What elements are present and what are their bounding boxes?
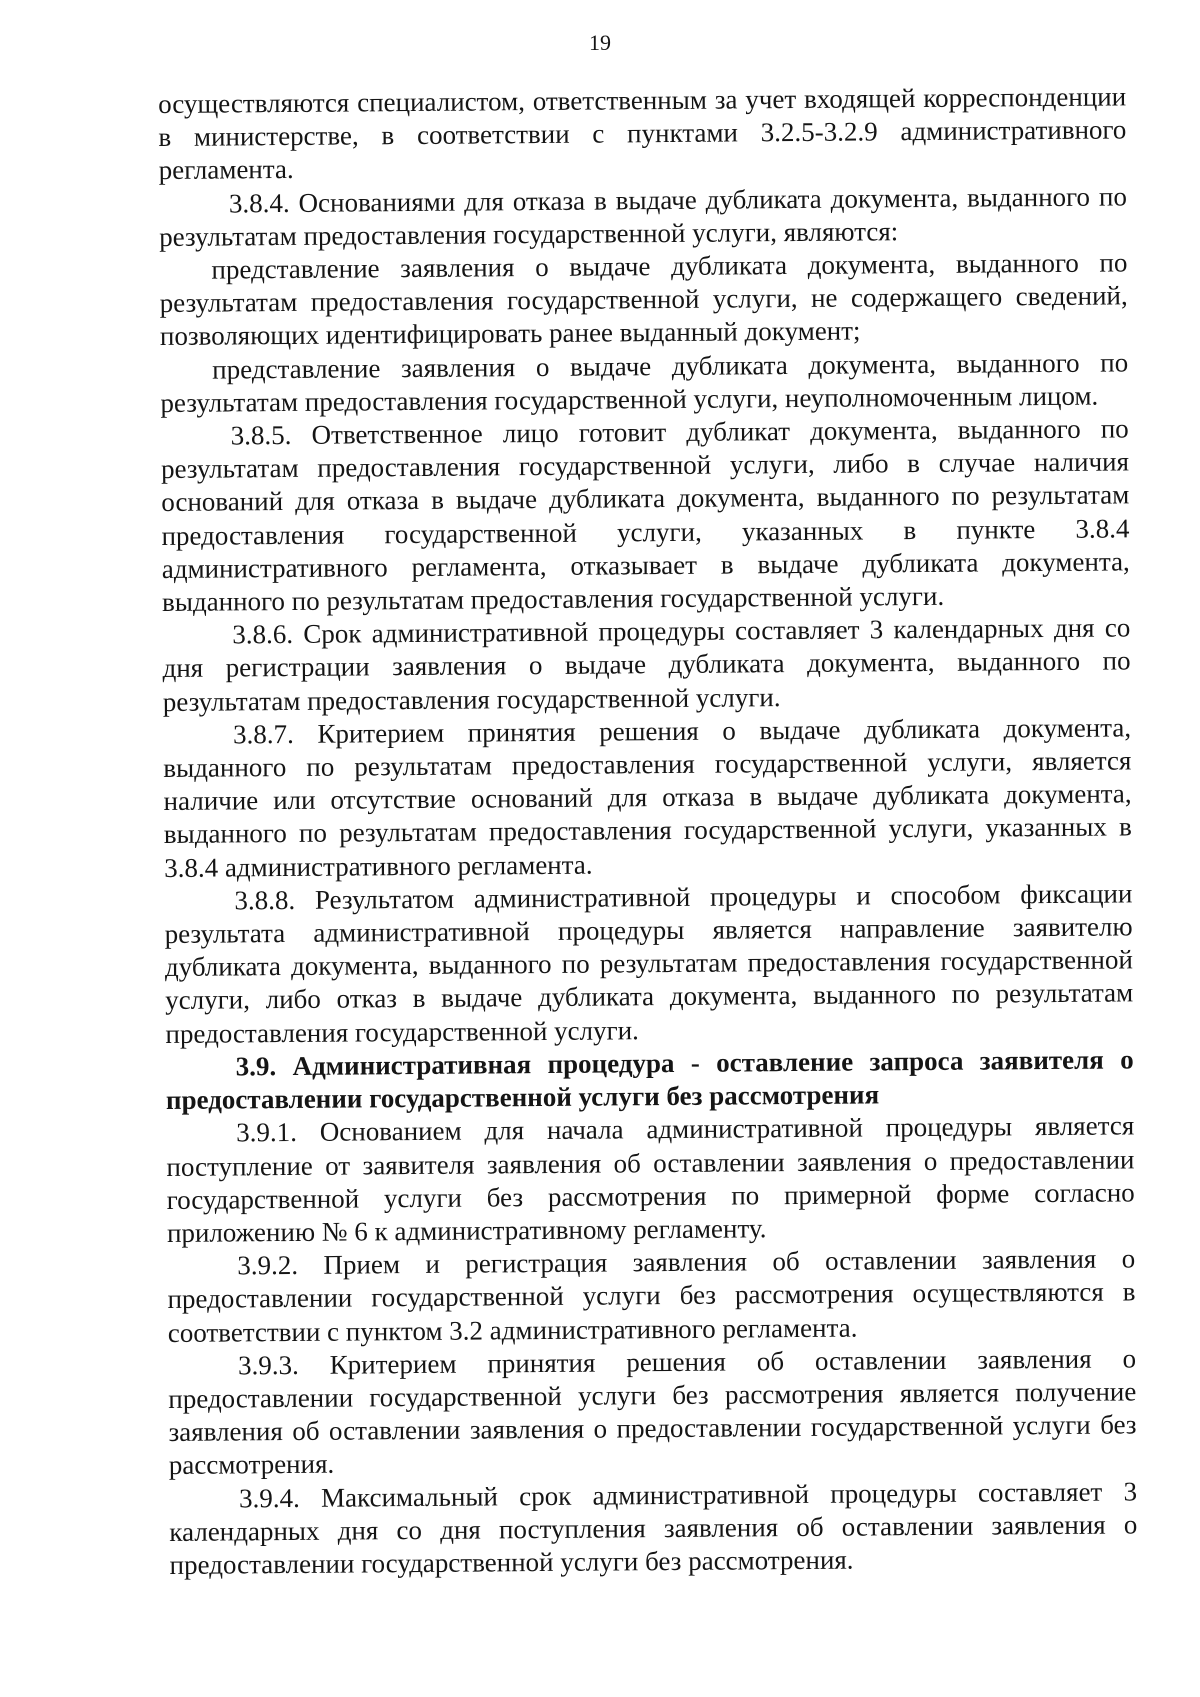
paragraph-3-8-7: 3.8.7. Критерием принятия решения о выдаче дубликата документа, выданного по результатам предоставления государственной услуги, является наличие или отсутствие оснований для отказа в выдаче дубликата документа, выданного по результатам предоставления государственной услуги, указанных в 3.8.4 административного регламента.	[163, 712, 1132, 883]
section-heading-3-9: 3.9. Административная процедура - оставление запроса заявителя о предоставлении государственной услуги без рассмотрения	[165, 1044, 1134, 1116]
list-item-refusal-ground-2: представление заявления о выдаче дубликата документа, выданного по результатам предоставления государственной услуги, неуполномоченным лицом.	[160, 347, 1129, 418]
paragraph-3-8-8: 3.8.8. Результатом административной процедуры и способом фиксации результата административной процедуры является направление заявителю дубликата документа, выданного по результатам предоставления государственной услуги, либо отказ в выдаче дубликата документа, выданного по результатам предоставления государственной услуги.	[164, 878, 1134, 1049]
document-body	[158, 80, 1138, 1582]
paragraph-3-9-1: 3.9.1. Основанием для начала административной процедуры является поступление от заявителя заявления об оставлении заявления о предоставлении государственной услуги без рассмотрения по примерной форме согласно приложению № 6 к административному регламенту.	[166, 1110, 1135, 1248]
paragraph-continuation: осуществляются специалистом, ответственным за учет входящей корреспонденции в министерстве, в соответствии с пунктами 3.2.5-3.2.9 административного регламента.	[158, 81, 1127, 186]
list-item-refusal-ground-1: представление заявления о выдаче дубликата документа, выданного по результатам предоставления государственной услуги, не содержащего сведений, позволяющих идентифицировать ранее выданный документ;	[159, 247, 1128, 352]
paragraph-3-8-4: 3.8.4. Основаниями для отказа в выдаче дубликата документа, выданного по результатам предоставления государственной услуги, являются:	[159, 181, 1127, 252]
paragraph-3-8-6: 3.8.6. Срок административной процедуры составляет 3 календарных дня со дня регистрации заявления о выдаче дубликата документа, выданного по результатам предоставления государственной услуги.	[162, 612, 1131, 717]
paragraph-3-9-2: 3.9.2. Прием и регистрация заявления об оставлении заявления о предоставлении государственной услуги без рассмотрения осуществляются в соответствии с пунктом 3.2 административного регламента.	[167, 1243, 1136, 1348]
paragraph-3-8-5: 3.8.5. Ответственное лицо готовит дубликат документа, выданного по результатам предоставления государственной услуги, либо в случае наличия оснований для отказа в выдаче дубликата документа, выданного по результатам предоставления государственной услуги, указанных в пункте 3.8.4 административного регламента, отказывает в выдаче дубликата документа, выданного по результатам предоставления государственной услуги.	[160, 413, 1130, 618]
paragraph-3-9-3: 3.9.3. Критерием принятия решения об оставлении заявления о предоставлении государственной услуги без рассмотрения является получение заявления об оставлении заявления о предоставлении государственной услуги без рассмотрения.	[168, 1343, 1137, 1481]
page-number: 19	[589, 30, 611, 55]
paragraph-3-9-4: 3.9.4. Максимальный срок административной процедуры составляет 3 календарных дня со дня поступления заявления об оставлении заявления о предоставлении государственной услуги без рассмотрения.	[169, 1475, 1138, 1580]
